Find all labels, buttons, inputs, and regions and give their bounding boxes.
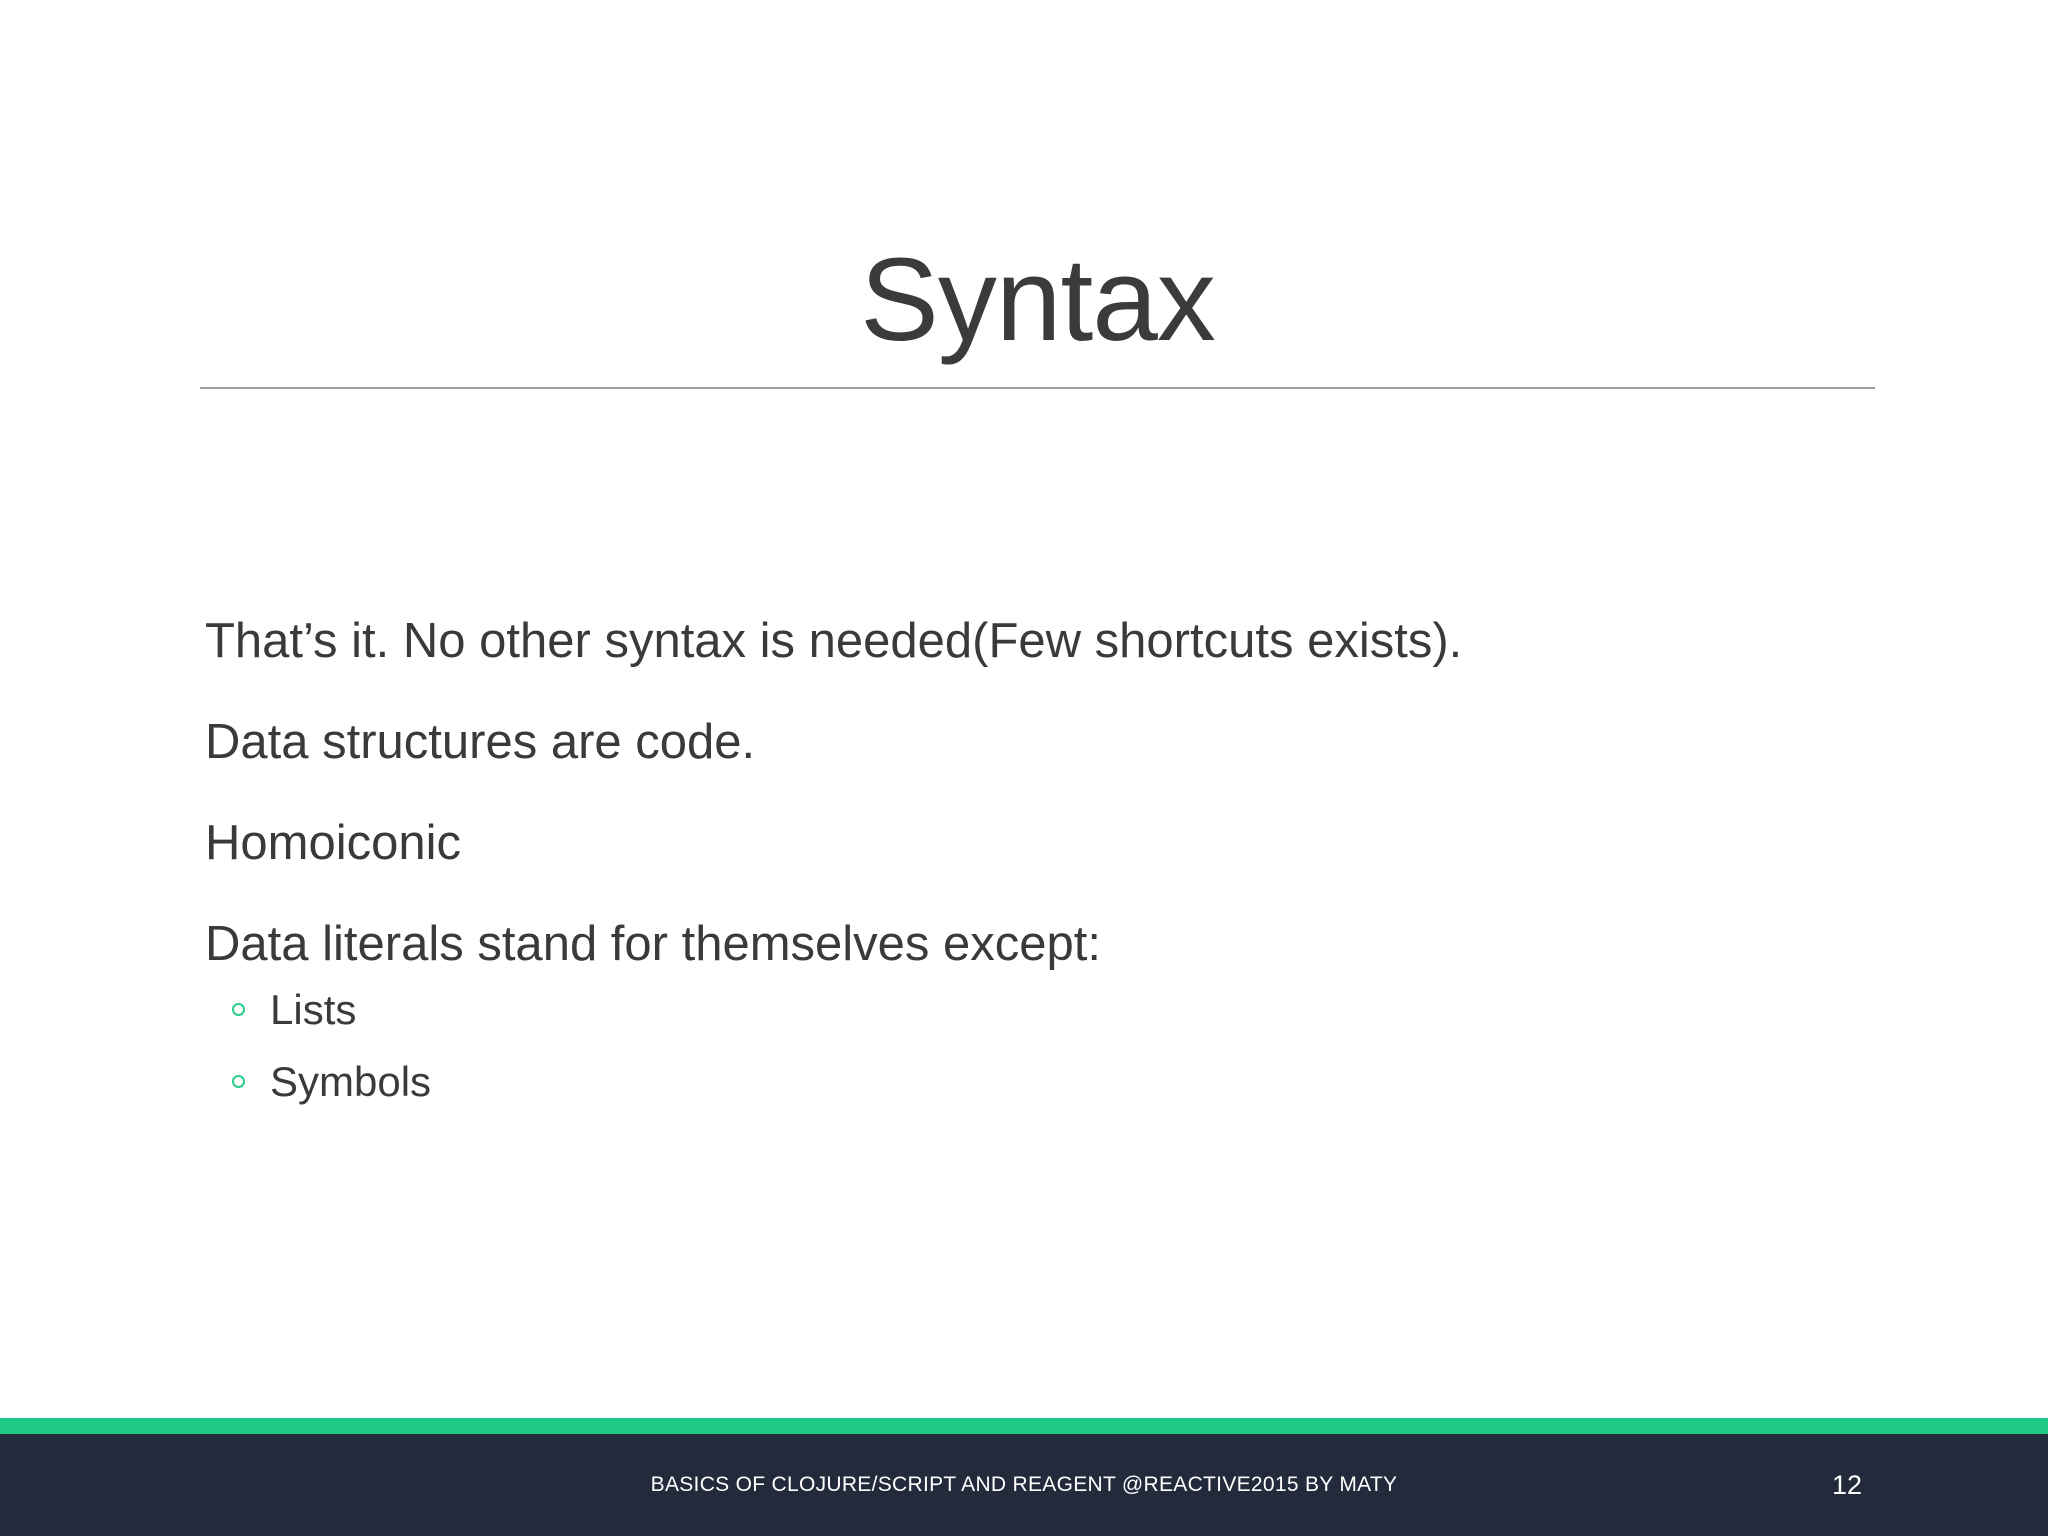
- page-number: 12: [1831, 1470, 1862, 1500]
- footer: [0, 1434, 2048, 1536]
- footer-text: BASICS OF CLOJURE/SCRIPT AND REAGENT @REACTIVE2015 BY MATY: [650, 1473, 1398, 1496]
- sub-bullet-text: Symbols: [270, 1058, 432, 1105]
- bullet-item: That’s it. No other syntax is needed(Few shortcuts exists).: [205, 614, 1463, 668]
- sub-bullet-item: [205, 1054, 1865, 1110]
- sub-bullet-text: Lists: [270, 986, 357, 1033]
- bullet-item: Data structures are code.: [205, 715, 756, 769]
- title-divider: [200, 387, 1875, 389]
- bullet-list: [205, 605, 1865, 980]
- sub-bullet-item: [205, 982, 1865, 1038]
- bullet-item: [205, 908, 1865, 980]
- accent-bar: [0, 1418, 2048, 1434]
- sub-bullet-list: [205, 982, 1865, 1110]
- bullet-item-text: Data literals stand for themselves except:: [205, 917, 1102, 971]
- slide-title: Syntax: [860, 234, 1215, 366]
- circle-bullet-icon: [232, 1075, 245, 1088]
- circle-bullet-icon: [232, 1003, 245, 1016]
- bullet-item: Homoiconic: [205, 816, 461, 870]
